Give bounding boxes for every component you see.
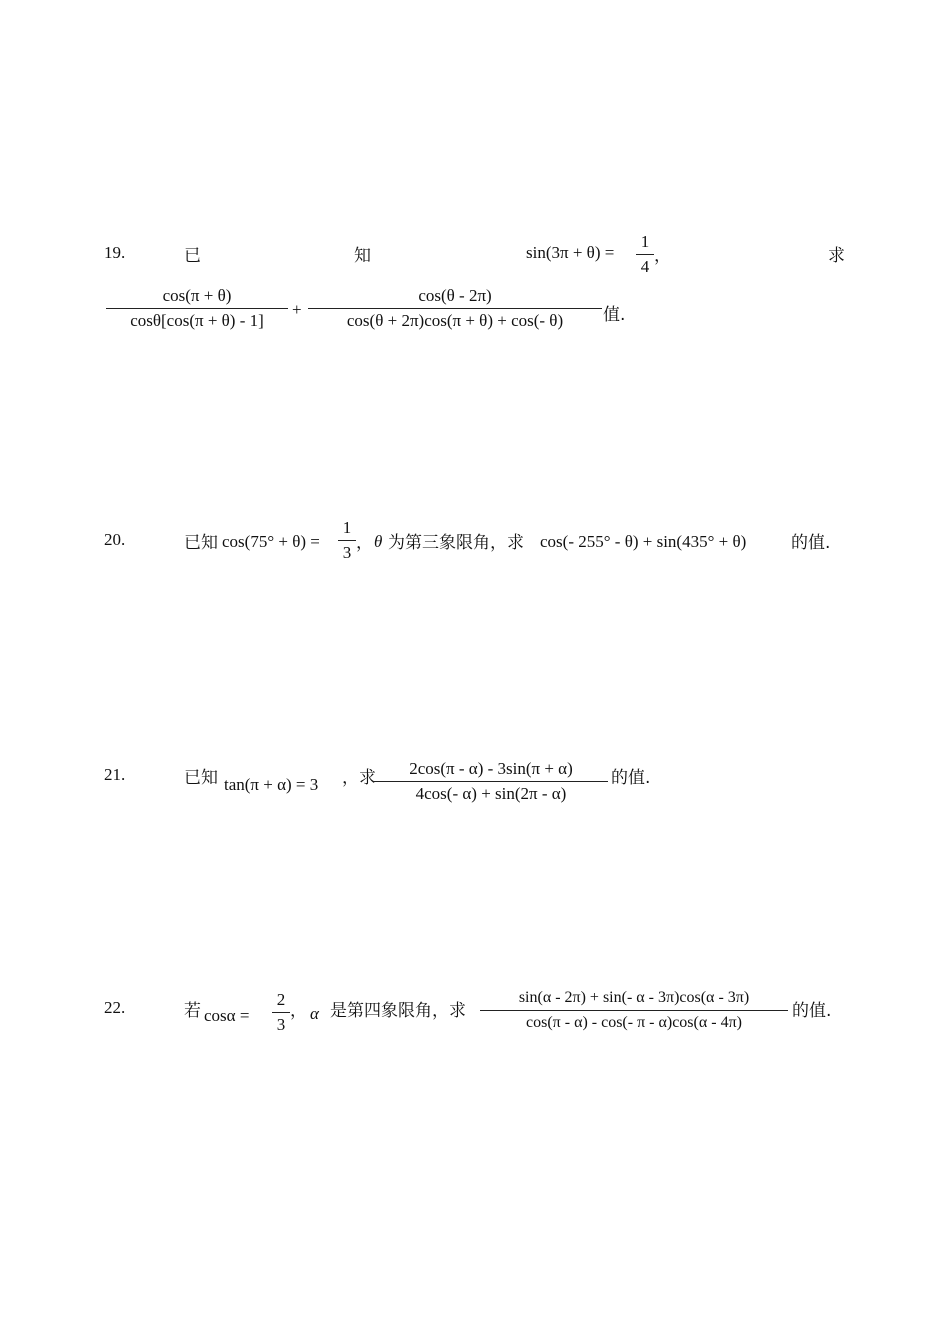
fraction-numerator: 2cos(π - α) - 3sin(π + α) — [409, 759, 573, 778]
problem-number: 20. — [104, 530, 126, 549]
fraction-bar — [308, 308, 602, 309]
math-symbol: α — [310, 1004, 319, 1023]
fraction-numerator: cos(θ - 2π) — [418, 286, 492, 305]
fraction-denominator: 3 — [342, 543, 352, 562]
punctuation: ， — [356, 533, 373, 553]
fraction-bar — [374, 781, 608, 782]
fraction-denominator: cos(θ + 2π)cos(π + θ) + cos(- θ) — [346, 311, 564, 330]
problem-text: 求 — [828, 246, 845, 266]
fraction-numerator: cos(π + θ) — [162, 286, 232, 305]
math-expression: cosα = — [204, 1006, 250, 1025]
fraction — [106, 286, 288, 331]
problem-text: 的值. — [611, 768, 651, 788]
fraction-denominator: 3 — [276, 1015, 286, 1034]
problem-text: 为第三象限角，求 — [388, 533, 524, 553]
problem-text: ，求 — [342, 768, 376, 788]
fraction-bar — [480, 1010, 788, 1011]
operator: + — [292, 300, 302, 319]
math-expression: cos(75° + θ) = — [222, 532, 320, 551]
math-symbol: θ — [374, 532, 383, 551]
problem-number: 19. — [104, 243, 126, 262]
fraction-numerator: 2 — [276, 990, 286, 1009]
problem-text: 知 — [354, 246, 371, 266]
fraction-numerator: sin(α - 2π) + sin(- α - 3π)cos(α - 3π) — [518, 989, 750, 1006]
problem-text: 的值. — [792, 1001, 832, 1021]
math-expression: tan(π + α) = 3 — [224, 775, 319, 794]
problem-number: 21. — [104, 765, 126, 784]
problem-text: 已知 — [184, 768, 218, 788]
fraction-denominator: cos(π - α) - cos(- π - α)cos(α - 4π) — [526, 1014, 742, 1031]
problem-text: 值. — [603, 305, 626, 325]
fraction-bar — [106, 308, 288, 309]
fraction-bar — [272, 1012, 290, 1013]
math-expression: cos(- 255° - θ) + sin(435° + θ) — [540, 532, 747, 551]
fraction — [480, 988, 788, 1033]
fraction — [636, 232, 654, 277]
math-expression: sin(3π + θ) = — [526, 243, 615, 262]
fraction-bar — [636, 254, 654, 255]
fraction-numerator: 1 — [640, 232, 650, 251]
problem-text: 若 — [184, 1001, 201, 1021]
fraction — [308, 286, 602, 331]
problem-text: 已 — [184, 246, 201, 266]
problem-text: 已知 — [184, 533, 218, 553]
fraction-denominator: 4cos(- α) + sin(2π - α) — [415, 784, 567, 803]
fraction — [338, 518, 356, 563]
problem-text: 是第四象限角，求 — [330, 1001, 466, 1021]
problem-text: 的值. — [791, 533, 831, 553]
fraction-numerator: 1 — [342, 518, 352, 537]
fraction — [272, 990, 290, 1035]
punctuation: ， — [654, 246, 671, 266]
problem-number: 22. — [104, 998, 126, 1017]
fraction-denominator: cosθ[cos(π + θ) - 1] — [130, 311, 264, 330]
fraction-denominator: 4 — [640, 257, 650, 276]
punctuation: ， — [290, 1001, 307, 1021]
fraction — [374, 759, 608, 804]
fraction-bar — [338, 540, 356, 541]
